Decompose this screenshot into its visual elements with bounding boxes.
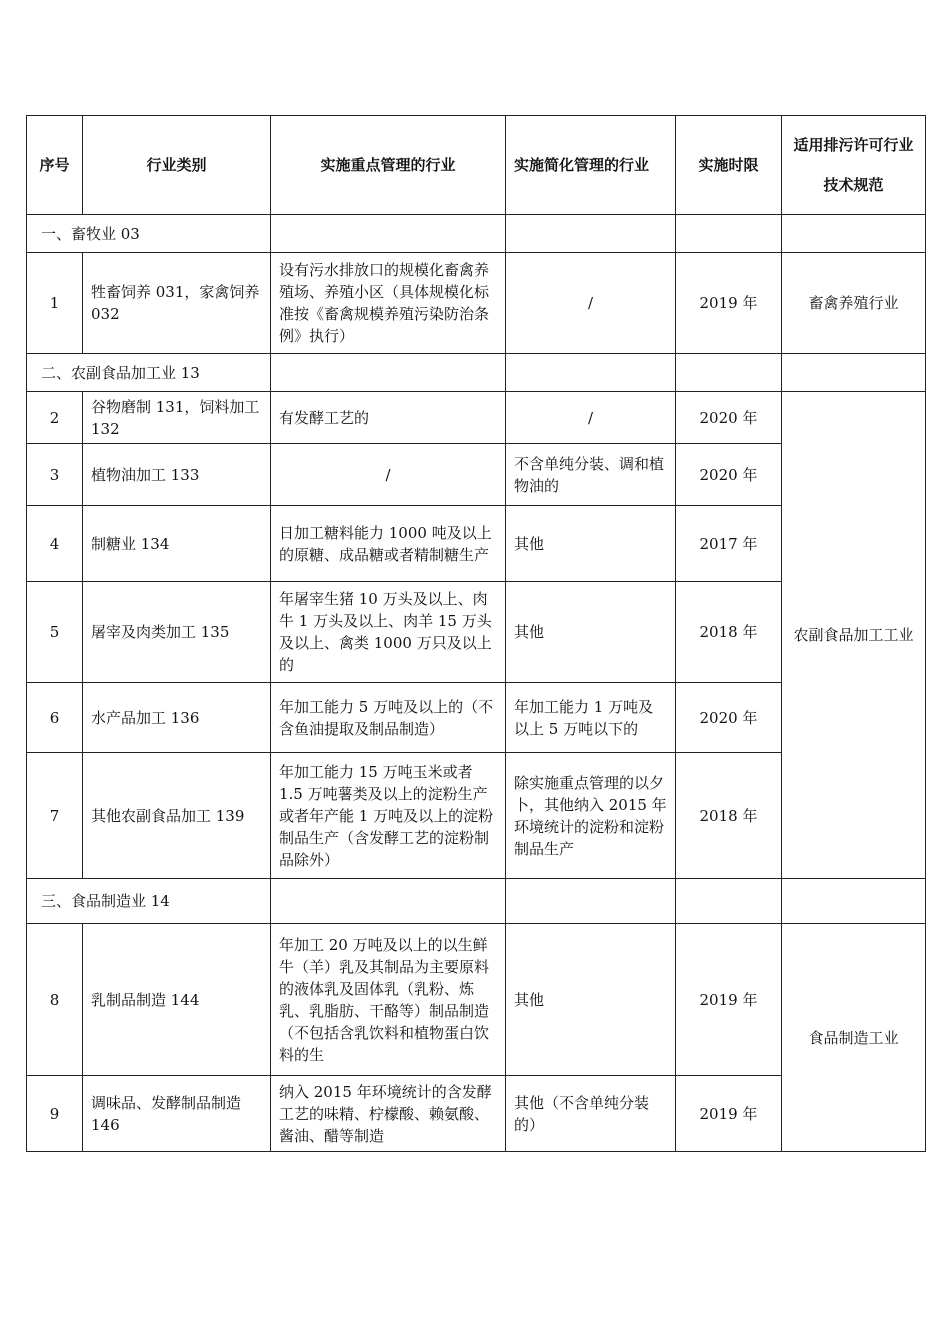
- row-deadline: 2018 年: [676, 582, 782, 683]
- row-seq: 9: [27, 1076, 83, 1152]
- row-simplified-management: 不含单纯分装、调和植物油的: [506, 444, 676, 506]
- row-simplified-management: /: [506, 253, 676, 354]
- row-key-management: 纳入 2015 年环境统计的含发酵工艺的味精、柠檬酸、赖氨酸、酱油、醋等制造: [271, 1076, 506, 1152]
- header-category: 行业类别: [83, 116, 271, 215]
- section-title: 一、畜牧业 03: [27, 215, 271, 253]
- row-deadline: 2019 年: [676, 924, 782, 1076]
- header-norm-line2: 技术规范: [823, 176, 884, 194]
- row-category: 乳制品制造 144: [83, 924, 271, 1076]
- row-simplified-management: 其他: [506, 506, 676, 582]
- row-simplified-management: 其他（不含单纯分装的）: [506, 1076, 676, 1152]
- section-row: [27, 879, 926, 924]
- row-seq: 8: [27, 924, 83, 1076]
- row-deadline: 2020 年: [676, 392, 782, 444]
- header-norm-line1: 适用排污许可行业: [793, 136, 914, 154]
- row-norm-merged: 农副食品加工工业: [782, 392, 926, 879]
- row-key-management: 年加工能力 15 万吨玉米或者 1.5 万吨薯类及以上的淀粉生产或者年产能 1 万吨及以上的淀粉制品生产（含发酵工艺的淀粉制品除外）: [271, 753, 506, 879]
- row-key-management: 设有污水排放口的规模化畜禽养殖场、养殖小区（具体规模化标准按《畜禽规模养殖污染防治条例》执行）: [271, 253, 506, 354]
- row-simplified-management: 除实施重点管理的以夕卜，其他纳入 2015 年环境统计的淀粉和淀粉制品生产: [506, 753, 676, 879]
- table-row: [27, 924, 926, 1076]
- row-category: 调味品、发酵制品制造 146: [83, 1076, 271, 1152]
- row-seq: 7: [27, 753, 83, 879]
- header-key-management: 实施重点管理的行业: [271, 116, 506, 215]
- row-norm-merged: 食品制造工业: [782, 924, 926, 1152]
- header-deadline: 实施时限: [676, 116, 782, 215]
- row-simplified-management: /: [506, 392, 676, 444]
- row-deadline: 2018 年: [676, 753, 782, 879]
- row-key-management: 年加工 20 万吨及以上的以生鲜牛（羊）乳及其制品为主要原料的液体乳及固体乳（乳粉、炼乳、乳脂肪、干酪等）制品制造（不包括含乳饮料和植物蛋白饮料的生: [271, 924, 506, 1076]
- row-key-management: 年屠宰生猪 10 万头及以上、肉牛 1 万头及以上、肉羊 15 万头及以上、禽类 1000 万只及以上的: [271, 582, 506, 683]
- row-key-management: 日加工糖料能力 1000 吨及以上的原糖、成品糖或者精制糖生产: [271, 506, 506, 582]
- row-deadline: 2019 年: [676, 1076, 782, 1152]
- row-key-management: 年加工能力 5 万吨及以上的（不含鱼油提取及制品制造）: [271, 683, 506, 753]
- header-simplified-management: 实施简化管理的行业: [506, 116, 676, 215]
- row-category: 其他农副食品加工 139: [83, 753, 271, 879]
- header-row: [27, 116, 926, 215]
- row-category: 屠宰及肉类加工 135: [83, 582, 271, 683]
- row-norm: 畜禽养殖行业: [782, 253, 926, 354]
- row-category: 水产品加工 136: [83, 683, 271, 753]
- row-seq: 1: [27, 253, 83, 354]
- row-seq: 5: [27, 582, 83, 683]
- section-row: [27, 354, 926, 392]
- row-simplified-management: 其他: [506, 582, 676, 683]
- section-row: [27, 215, 926, 253]
- row-category: 植物油加工 133: [83, 444, 271, 506]
- row-seq: 6: [27, 683, 83, 753]
- row-deadline: 2017 年: [676, 506, 782, 582]
- header-norm: [782, 116, 926, 215]
- header-seq: 序号: [27, 116, 83, 215]
- row-simplified-management: 年加工能力 1 万吨及以上 5 万吨以下的: [506, 683, 676, 753]
- row-seq: 2: [27, 392, 83, 444]
- section-title: 三、食品制造业 14: [27, 879, 271, 924]
- row-category: 谷物磨制 131，饲料加工 132: [83, 392, 271, 444]
- row-deadline: 2020 年: [676, 683, 782, 753]
- row-deadline: 2020 年: [676, 444, 782, 506]
- section-title: 二、农副食品加工业 13: [27, 354, 271, 392]
- row-key-management: /: [271, 444, 506, 506]
- row-category: 牲畜饲养 031，家禽饲养 032: [83, 253, 271, 354]
- table-row: [27, 253, 926, 354]
- industry-permit-table: [26, 115, 926, 1152]
- row-key-management: 有发酵工艺的: [271, 392, 506, 444]
- row-seq: 3: [27, 444, 83, 506]
- row-simplified-management: 其他: [506, 924, 676, 1076]
- row-seq: 4: [27, 506, 83, 582]
- table-row: [27, 392, 926, 444]
- row-category: 制糖业 134: [83, 506, 271, 582]
- row-deadline: 2019 年: [676, 253, 782, 354]
